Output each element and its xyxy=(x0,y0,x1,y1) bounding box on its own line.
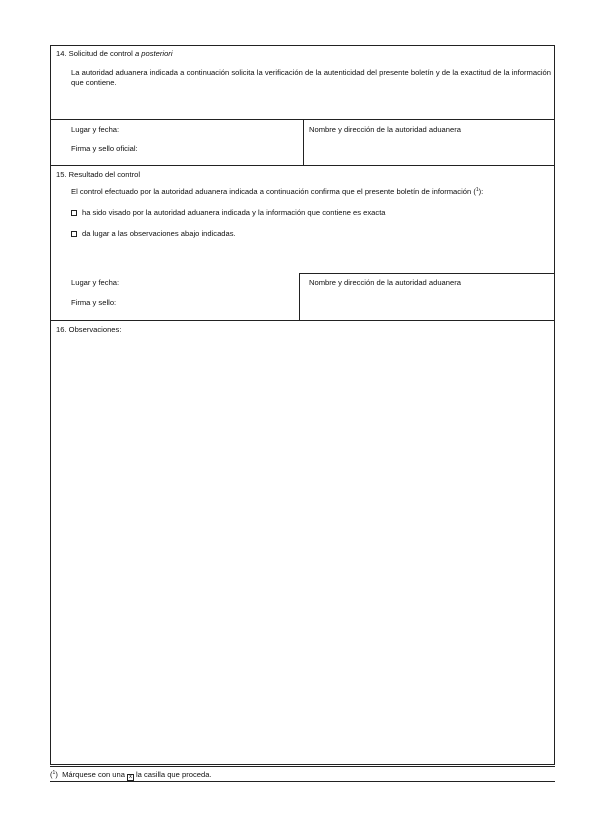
option-visado-checkbox[interactable] xyxy=(71,210,77,216)
divider xyxy=(299,273,554,274)
section-14-title: 14. Solicitud de control a posteriori xyxy=(56,49,173,58)
option-observaciones-checkbox[interactable] xyxy=(71,231,77,237)
authority-label: Nombre y dirección de la autoridad aduanera xyxy=(309,125,461,134)
divider xyxy=(50,766,555,767)
section-15-title: 15. Resultado del control xyxy=(56,170,141,179)
signature-label: Firma y sello: xyxy=(71,298,117,307)
x-mark-icon: x xyxy=(128,774,132,780)
option-visado-label: ha sido visado por la autoridad aduanera indicada y la información que contiene es exacta xyxy=(82,208,386,217)
authority-label: Nombre y dirección de la autoridad aduanera xyxy=(309,278,461,287)
option-observaciones-label: da lugar a las observaciones abajo indicadas. xyxy=(82,229,236,238)
divider xyxy=(50,781,555,782)
footnote: ($^1$) Márquese con una x la casilla que proceda. xyxy=(50,770,212,780)
divider xyxy=(299,273,300,320)
place-date-label: Lugar y fecha: xyxy=(71,125,120,134)
divider xyxy=(51,320,554,321)
place-date-label: Lugar y fecha: xyxy=(71,278,120,287)
section-14-text: La autoridad aduanera indicada a continuación solicita la verificación de la autenticidad del presente boletín y de la exactitud de la información que contiene. xyxy=(71,68,551,87)
section-16-title: 16. Observaciones: xyxy=(56,325,122,334)
signature-label: Firma y sello oficial: xyxy=(71,144,138,153)
section-15-text: El control efectuado por la autoridad aduanera indicada a continuación confirma que el presente boletín de información ($^1$): xyxy=(71,187,484,196)
form-frame xyxy=(50,45,555,765)
divider xyxy=(51,165,554,166)
divider xyxy=(303,119,304,165)
